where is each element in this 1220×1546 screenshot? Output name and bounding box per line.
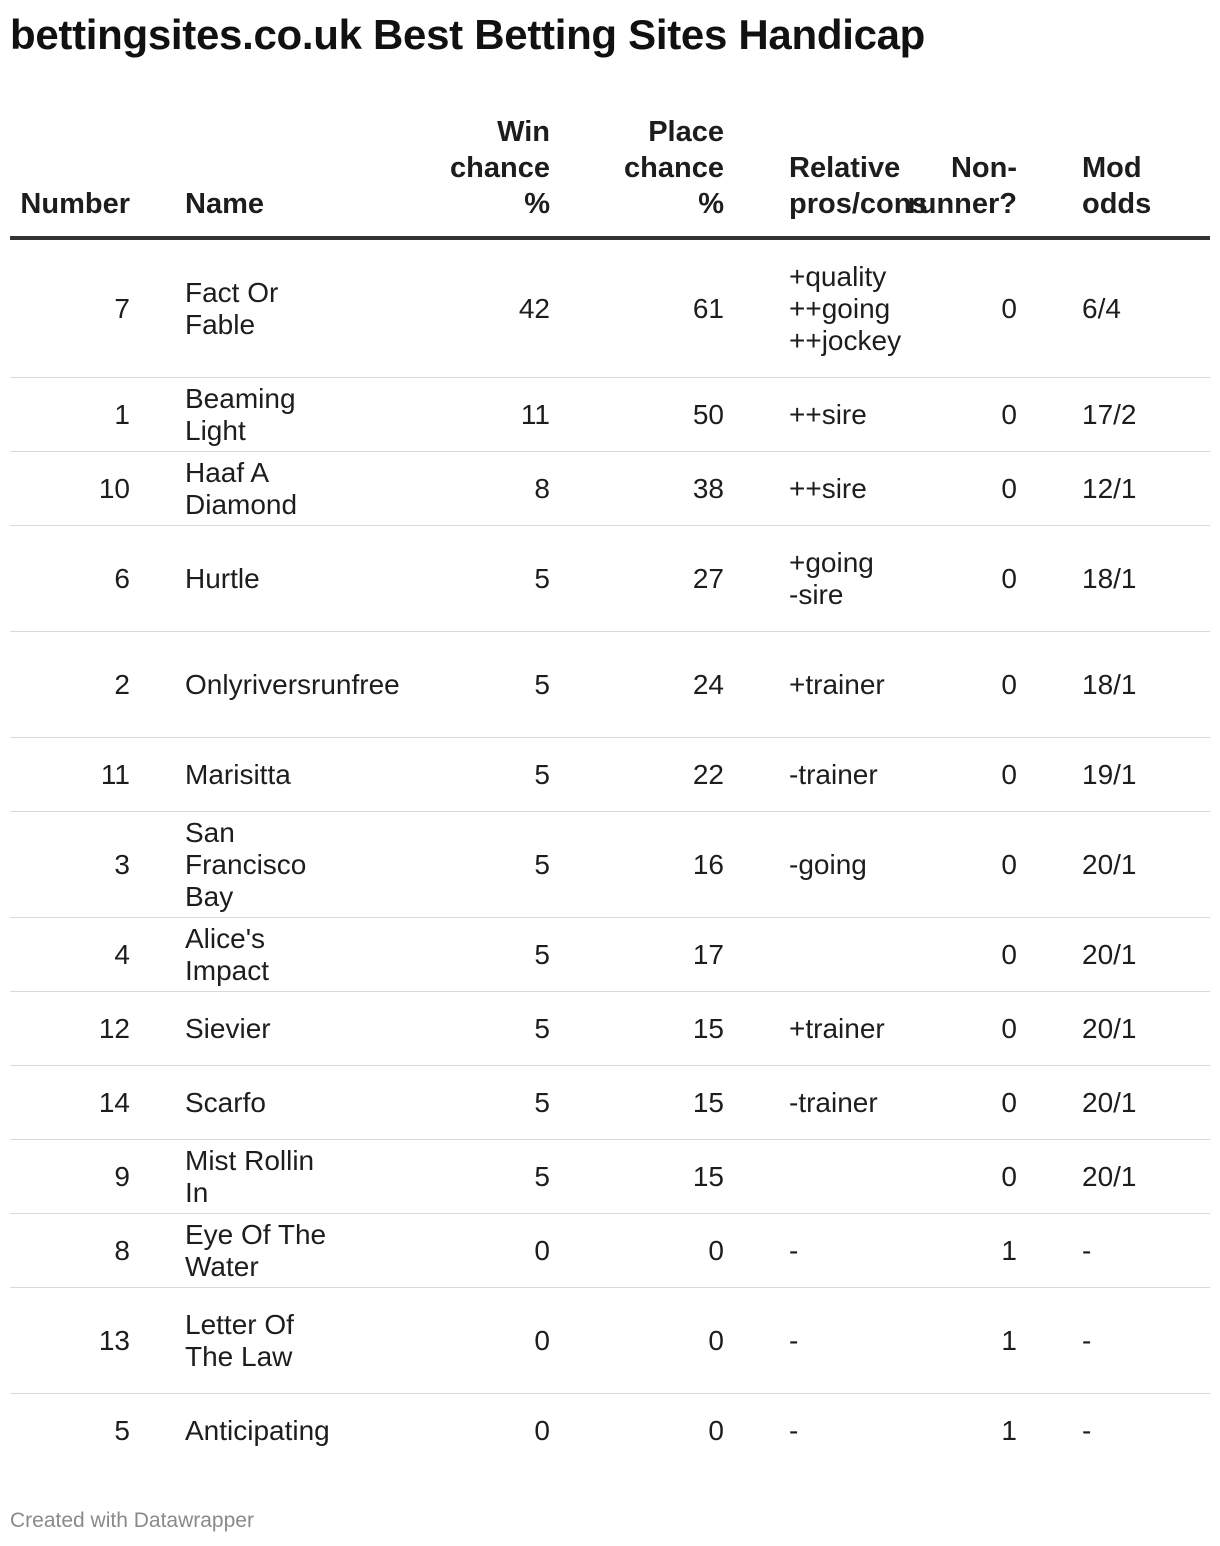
cell-non-runner: 0 <box>884 738 1017 812</box>
cell-mod-odds: 6/4 <box>1017 238 1210 378</box>
cell-place-chance: 61 <box>560 238 724 378</box>
cell-name: Scarfo <box>140 1066 365 1140</box>
cell-name: Haaf A Diamond <box>140 452 365 526</box>
cell-name: San Francisco Bay <box>140 812 365 918</box>
cell-mod-odds: - <box>1017 1288 1210 1394</box>
table-row <box>10 1140 1210 1214</box>
cell-name: Anticipating <box>185 1414 330 1446</box>
cell-win-chance: 5 <box>365 918 560 992</box>
cell-mod-odds: 20/1 <box>1017 812 1210 918</box>
cell-place-chance: 17 <box>560 918 724 992</box>
cell-relative-pros-cons: - <box>724 1288 884 1394</box>
cell-relative-pros-cons: - <box>789 1414 799 1446</box>
cell-place-chance: 38 <box>560 452 724 526</box>
table-row <box>10 1288 1210 1394</box>
cell-mod-odds: 20/1 <box>1017 1140 1210 1214</box>
cell-number: 13 <box>10 1288 140 1394</box>
cell-win-chance: 11 <box>365 378 560 452</box>
cell-number: 7 <box>10 238 140 378</box>
cell-name: Beaming Light <box>140 378 365 452</box>
cell-win-chance: 8 <box>365 452 560 526</box>
cell-win-chance: 5 <box>365 526 560 632</box>
cell-mod-odds: 20/1 <box>1017 992 1210 1066</box>
data-table-container <box>10 114 1210 1467</box>
cell-mod-odds: 18/1 <box>1017 632 1210 738</box>
cell-relative-pros-cons: ++sire <box>724 452 884 526</box>
table-row <box>10 1066 1210 1140</box>
cell-relative-pros-cons: ++sire <box>724 378 884 452</box>
cell-relative-pros-cons: +trainer <box>724 632 884 738</box>
cell-name: Fact Or Fable <box>140 238 365 378</box>
column-header-number[interactable]: Number <box>10 114 140 238</box>
data-table <box>10 114 1210 1467</box>
cell-number: 1 <box>10 378 140 452</box>
cell-non-runner: 1 <box>1001 1414 1017 1446</box>
cell-non-runner: 0 <box>884 1066 1017 1140</box>
table-row <box>10 378 1210 452</box>
cell-mod-odds: 17/2 <box>1017 378 1210 452</box>
cell-win-chance: 5 <box>365 738 560 812</box>
cell-number: 6 <box>10 526 140 632</box>
table-row <box>10 238 1210 378</box>
cell-relative-pros-cons: - <box>724 1214 884 1288</box>
cell-number: 3 <box>10 812 140 918</box>
cell-relative-pros-cons <box>724 1140 884 1214</box>
cell-place-chance: 0 <box>560 1214 724 1288</box>
column-header-relative-pros-cons[interactable]: Relative pros/cons <box>724 114 884 238</box>
cell-win-chance: 5 <box>365 632 560 738</box>
cell-win-chance: 5 <box>365 1066 560 1140</box>
table-row <box>10 918 1210 992</box>
cell-name: Sievier <box>140 992 365 1066</box>
cell-mod-odds: - <box>1082 1414 1092 1446</box>
cell-relative-pros-cons: +going -sire <box>724 526 884 632</box>
cell-number: 8 <box>10 1214 140 1288</box>
cell-number: 10 <box>10 452 140 526</box>
cell-mod-odds: 20/1 <box>1017 1066 1210 1140</box>
column-header-name[interactable]: Name <box>140 114 365 238</box>
cell-place-chance: 15 <box>560 1066 724 1140</box>
table-header <box>10 114 1210 238</box>
cell-win-chance: 0 <box>365 1214 560 1288</box>
cell-place-chance: 15 <box>560 1140 724 1214</box>
cell-relative-pros-cons: +trainer <box>724 992 884 1066</box>
cell-name: Letter Of The Law <box>140 1288 365 1394</box>
cell-non-runner: 0 <box>884 812 1017 918</box>
cell-non-runner: 1 <box>884 1288 1017 1394</box>
cell-relative-pros-cons: -going <box>724 812 884 918</box>
cell-mod-odds: 19/1 <box>1017 738 1210 812</box>
cell-relative-pros-cons: -trainer <box>724 1066 884 1140</box>
cell-place-chance: 24 <box>560 632 724 738</box>
table-row <box>10 452 1210 526</box>
column-header-non-runner[interactable]: Non- runner? <box>884 114 1017 238</box>
chart-title: bettingsites.co.uk Best Betting Sites Handicap <box>10 11 926 58</box>
cell-non-runner: 0 <box>884 378 1017 452</box>
cell-win-chance: 0 <box>534 1414 550 1446</box>
cell-place-chance: 16 <box>560 812 724 918</box>
cell-mod-odds: 12/1 <box>1017 452 1210 526</box>
cell-place-chance: 22 <box>560 738 724 812</box>
column-header-mod-odds[interactable]: Mod odds <box>1017 114 1210 238</box>
table-row <box>10 632 1210 738</box>
table-row <box>10 526 1210 632</box>
cell-non-runner: 0 <box>884 992 1017 1066</box>
cell-place-chance: 0 <box>708 1414 724 1446</box>
cell-mod-odds: - <box>1017 1214 1210 1288</box>
cell-win-chance: 0 <box>365 1288 560 1394</box>
table-body <box>10 238 1210 1467</box>
cell-name: Eye Of The Water <box>140 1214 365 1288</box>
cell-number: 5 <box>114 1414 130 1446</box>
table-row <box>10 992 1210 1066</box>
cell-mod-odds: 20/1 <box>1017 918 1210 992</box>
cell-win-chance: 42 <box>365 238 560 378</box>
cell-win-chance: 5 <box>365 812 560 918</box>
cell-name: Mist Rollin In <box>140 1140 365 1214</box>
column-header-win-chance[interactable]: Win chance % <box>365 114 560 238</box>
table-row <box>10 1214 1210 1288</box>
cell-number: 9 <box>10 1140 140 1214</box>
table-row <box>10 738 1210 812</box>
cell-place-chance: 50 <box>560 378 724 452</box>
datawrapper-credit: Created with Datawrapper <box>10 1509 254 1532</box>
cell-name: Marisitta <box>140 738 365 812</box>
cell-non-runner: 0 <box>884 632 1017 738</box>
cell-number: 2 <box>10 632 140 738</box>
cell-number: 12 <box>10 992 140 1066</box>
cell-name: Hurtle <box>140 526 365 632</box>
cell-place-chance: 15 <box>560 992 724 1066</box>
table-row <box>10 1394 1210 1468</box>
cell-place-chance: 0 <box>560 1288 724 1394</box>
cell-number: 4 <box>10 918 140 992</box>
cell-non-runner: 0 <box>884 452 1017 526</box>
cell-win-chance: 5 <box>365 992 560 1066</box>
table-row <box>10 812 1210 918</box>
cell-relative-pros-cons: -trainer <box>724 738 884 812</box>
header-row <box>10 114 1210 238</box>
cell-number: 14 <box>10 1066 140 1140</box>
cell-name: Onlyriversrunfree <box>140 632 365 738</box>
cell-place-chance: 27 <box>560 526 724 632</box>
cell-non-runner: 0 <box>884 526 1017 632</box>
cell-relative-pros-cons: +quality ++going ++jockey <box>724 238 884 378</box>
cell-name: Alice's Impact <box>140 918 365 992</box>
cell-non-runner: 0 <box>884 1140 1017 1214</box>
cell-non-runner: 0 <box>884 238 1017 378</box>
cell-non-runner: 0 <box>884 918 1017 992</box>
cell-mod-odds: 18/1 <box>1017 526 1210 632</box>
cell-non-runner: 1 <box>884 1214 1017 1288</box>
cell-win-chance: 5 <box>365 1140 560 1214</box>
cell-number: 11 <box>10 738 140 812</box>
cell-relative-pros-cons <box>724 918 884 992</box>
column-header-place-chance[interactable]: Place chance % <box>560 114 724 238</box>
